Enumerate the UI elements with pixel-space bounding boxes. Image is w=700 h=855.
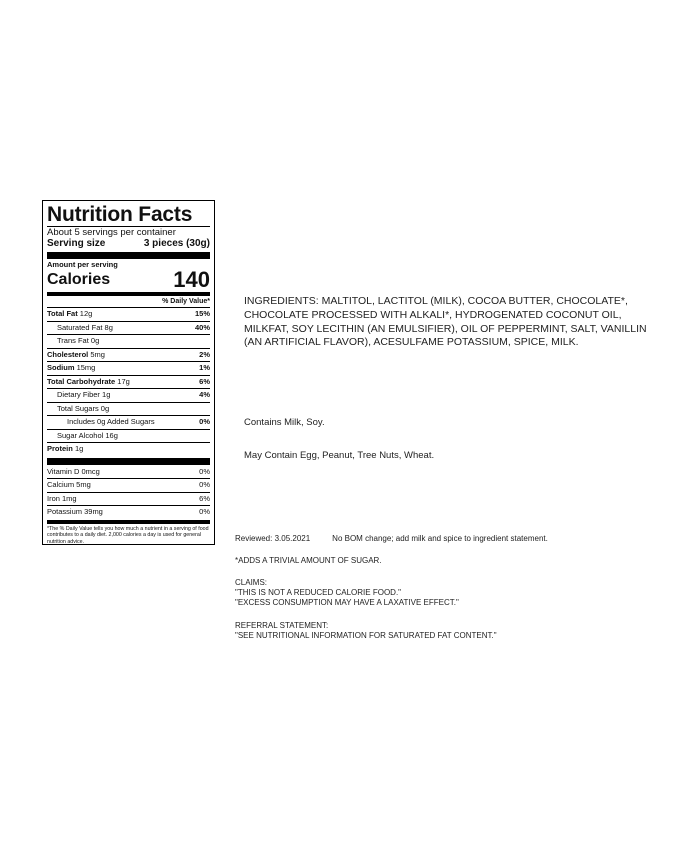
nutrient-row-total-carbohydrate: Total Carbohydrate 17g 6%	[47, 375, 210, 389]
serving-size-label: Serving size	[47, 238, 106, 249]
claim-2: "EXCESS CONSUMPTION MAY HAVE A LAXATIVE EFFECT."	[235, 598, 459, 607]
nutrient-row-trans-fat: Trans Fat 0g	[47, 334, 210, 348]
reviewed-date: Reviewed: 3.05.2021	[235, 534, 311, 543]
serving-size-row	[47, 238, 210, 250]
nutrient-row-added-sugars: Includes 0g Added Sugars 0%	[47, 415, 210, 429]
nutrient-row-protein: Protein 1g	[47, 442, 210, 456]
vitamin-row-vitamin-d: Vitamin D 0mcg 0%	[47, 466, 210, 476]
vitamin-row-potassium: Potassium 39mg 0%	[47, 505, 210, 519]
nutrient-row-total-sugars: Total Sugars 0g	[47, 402, 210, 416]
nutrient-row-sugar-alcohol: Sugar Alcohol 16g	[47, 429, 210, 443]
vitamin-row-iron: Iron 1mg 6%	[47, 492, 210, 506]
daily-value-header: % Daily Value*	[162, 298, 210, 305]
ingredients-statement: INGREDIENTS: MALTITOL, LACTITOL (MILK), COCOA BUTTER, CHOCOLATE*, CHOCOLATE PROCESSED WITH ALKALI*, HYDROGENATED COCONUT OIL, MILKFAT, SOY LECITHIN (AN EMULSIFIER), OIL OF PEPPERMINT, SALT, VANILLIN (AN ARTIFICIAL FLAVOR), ACESULFAME POTASSIUM, SPICE, MILK.	[244, 295, 647, 349]
nutrition-facts-title: Nutrition Facts	[47, 203, 193, 226]
nutrient-row-dietary-fiber: Dietary Fiber 1g 4%	[47, 388, 210, 402]
asterisk-note: *ADDS A TRIVIAL AMOUNT OF SUGAR.	[235, 556, 382, 565]
reviewed-note: No BOM change; add milk and spice to ingredient statement.	[332, 534, 548, 543]
calories-row	[47, 269, 210, 291]
calories-value: 140	[173, 267, 210, 292]
nutrition-facts-label	[42, 200, 215, 545]
daily-value-footnote: *The % Daily Value tells you how much a nutrient in a serving of food contributes to a daily diet. 2,000 calories a day is used for general nutrition advice.	[47, 525, 209, 545]
claims-header: CLAIMS:	[235, 578, 268, 587]
nutrient-row-cholesterol: Cholesterol 5mg 2%	[47, 348, 210, 362]
claim-1: "THIS IS NOT A REDUCED CALORIE FOOD."	[235, 588, 402, 597]
review-line	[235, 534, 548, 544]
nutrient-row-saturated-fat: Saturated Fat 8g 40%	[47, 321, 210, 335]
servings-per-container: About 5 servings per container	[47, 227, 176, 238]
nutrient-row-total-fat: Total Fat 12g 15%	[47, 307, 210, 321]
nutrient-row-sodium: Sodium 15mg 1%	[47, 361, 210, 375]
referral-header: REFERRAL STATEMENT:	[235, 621, 329, 630]
referral-statement: "SEE NUTRITIONAL INFORMATION FOR SATURATED FAT CONTENT."	[235, 631, 497, 640]
allergen-contains: Contains Milk, Soy.	[244, 417, 325, 428]
serving-size-value: 3 pieces (30g)	[143, 238, 210, 249]
calories-label: Calories	[47, 271, 111, 288]
vitamin-row-calcium: Calcium 5mg 0%	[47, 478, 210, 492]
amount-per-serving: Amount per serving	[47, 260, 118, 269]
allergen-may-contain: May Contain Egg, Peanut, Tree Nuts, Wheat.	[244, 450, 435, 461]
